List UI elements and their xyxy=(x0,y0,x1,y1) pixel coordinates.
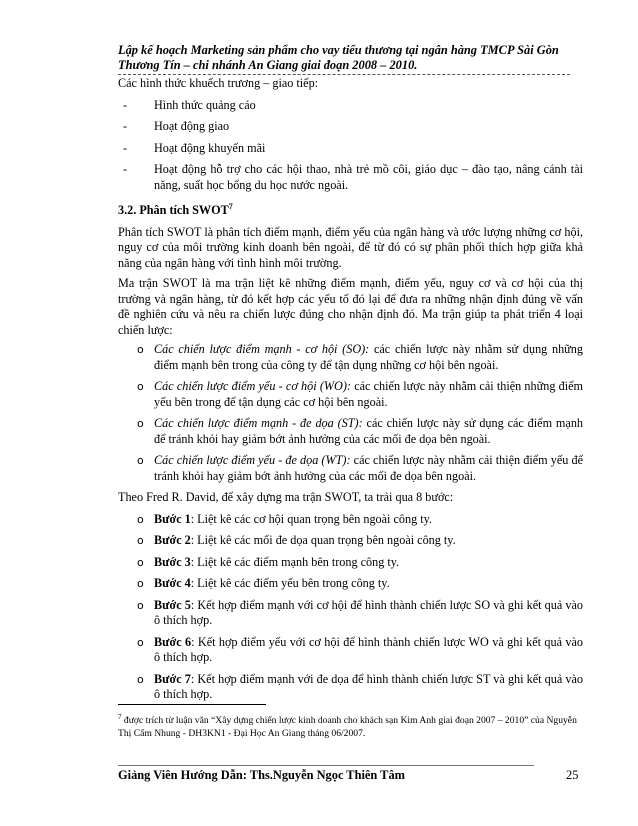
paragraph: Ma trận SWOT là ma trận liệt kê những điểm mạnh, điểm yếu, nguy cơ và cơ hội của thị trường và ngân hàng, từ đó kết hợp các yếu tố đó lại để đưa ra những nhận định đúng về vấn đề nghiên cứu và nêu ra chiến lược đúng cho nhận định đó. Ma trận giúp ta phát triển 4 loại chiến lược: xyxy=(118,276,583,337)
dash-marker: - xyxy=(123,140,128,155)
list-item: - Hoạt động khuyến mãi xyxy=(123,140,266,155)
footer-author: Giảng Viên Hướng Dẫn: Ths.Nguyễn Ngọc Thiên Tâm xyxy=(118,768,405,782)
running-header xyxy=(118,43,574,73)
circle-bullet-icon: o xyxy=(137,534,144,548)
dash-marker: - xyxy=(123,119,128,133)
circle-bullet-icon: o xyxy=(137,635,144,649)
circle-bullet-icon: o xyxy=(137,577,144,591)
list-item: o Bước 3: Liệt kê các điểm mạnh bên trong công ty. xyxy=(137,554,400,569)
list-item: - Hoạt động hỗ trợ cho các hội thao, nhà trẻ mồ côi, giáo dục – đào tạo, nâng cánh tài năng, suất học bổng du học nước ngoài. xyxy=(123,162,583,192)
circle-bullet-icon: o xyxy=(137,380,144,394)
circle-bullet-icon: o xyxy=(137,343,144,357)
footnote-text: được trích từ luận văn “Xây dựng chiến lược kinh doanh cho khách sạn Kim Anh giai đoạn 2007 – 2010” của Nguyễn Thị Cẩm Nhung - DH3KN1 - Đại Học An Giang tháng 06/2007. xyxy=(118,715,577,740)
circle-bullet-icon: o xyxy=(137,598,144,612)
circle-bullet-icon: o xyxy=(137,417,144,431)
list-item: - Hình thức quảng cáo xyxy=(123,97,256,112)
section-heading: 3.2. Phân tích SWOT$^7$ xyxy=(118,202,233,218)
promo-list xyxy=(118,98,583,194)
header-divider xyxy=(118,74,570,75)
footer-divider xyxy=(118,765,534,766)
list-item: o Bước 4: Liệt kê các điểm yếu bên trong công ty. xyxy=(137,576,390,591)
circle-bullet-icon: o xyxy=(137,512,144,526)
strategy-list xyxy=(118,342,583,484)
footnote xyxy=(118,711,583,740)
footnote-divider xyxy=(118,704,266,705)
paragraph: Phân tích SWOT là phân tích điểm mạnh, điểm yếu của ngân hàng và ước lượng những cơ hội, nguy cơ của môi trường kinh doanh bên ngoài, để từ đó có sự phân phối thích hợp giữa khả năng của ngân hàng với tình hình môi trường. xyxy=(118,224,583,270)
list-item: o Các chiến lược điểm mạnh - đe dọa (ST): các chiến lược này sử dụng các điểm mạnh để tránh khỏi hay giảm bớt ảnh hưởng của các mối đe dọa bên ngoài. xyxy=(137,416,584,446)
page-body xyxy=(118,76,583,709)
page-number: 25 xyxy=(566,768,579,782)
footnote-reference: 7 xyxy=(228,202,233,211)
intro-line: Các hình thức khuếch trương – giao tiếp: xyxy=(118,76,319,90)
circle-bullet-icon: o xyxy=(137,454,144,468)
dash-marker: - xyxy=(123,162,128,176)
header-line-1: Lập kế hoạch Marketing sản phẩm cho vay tiểu thương tại ngân hàng TMCP Sài Gòn xyxy=(118,43,559,57)
circle-bullet-icon: o xyxy=(137,555,144,569)
list-item: - Hoạt động giao xyxy=(123,119,230,133)
list-item: o Các chiến lược điểm mạnh - cơ hội (SO): các chiến lược này nhằm sử dụng những điểm mạnh bên trong của công ty để tận dụng những cơ hội bên ngoài. xyxy=(137,342,583,372)
steps-list xyxy=(118,512,583,703)
list-item: o Bước 2: Liệt kê các mối đe dọa quan trọng bên ngoài công ty. xyxy=(137,533,456,548)
paragraph: Theo Fred R. David, để xây dựng ma trận SWOT, ta trải qua 8 bước: xyxy=(118,490,454,505)
list-item: o Bước 7: Kết hợp điểm mạnh với đe dọa để hình thành chiến lược ST và ghi kết quả vào ô thích hợp. xyxy=(137,671,584,702)
footnote-number: 7 xyxy=(118,713,122,721)
dash-marker: - xyxy=(123,97,128,112)
header-line-2: Thương Tín – chi nhánh An Giang giai đoạn 2008 – 2010. xyxy=(118,58,418,72)
list-item: o Bước 1: Liệt kê các cơ hội quan trọng bên ngoài công ty. xyxy=(137,511,432,526)
list-item: o Bước 6: Kết hợp điểm yếu với cơ hội để hình thành chiến lược WO và ghi kết quả vào ô thích hợp. xyxy=(137,634,583,665)
list-item: o Bước 5: Kết hợp điểm mạnh với cơ hội để hình thành chiến lược SO và ghi kết quả vào ô thích hợp. xyxy=(137,597,583,628)
circle-bullet-icon: o xyxy=(137,672,144,686)
list-item: o Các chiến lược điểm yếu - đe dọa (WT): các chiến lược này nhằm cải thiện điểm yếu để tránh khỏi hay giảm bớt ảnh hưởng của các mối đe dọa bên ngoài. xyxy=(137,453,583,483)
list-item: o Các chiến lược điểm yếu - cơ hội (WO): các chiến lược này nhằm cải thiện những điểm yếu bên trong để tận dụng các cơ hội bên ngoài. xyxy=(137,379,583,409)
